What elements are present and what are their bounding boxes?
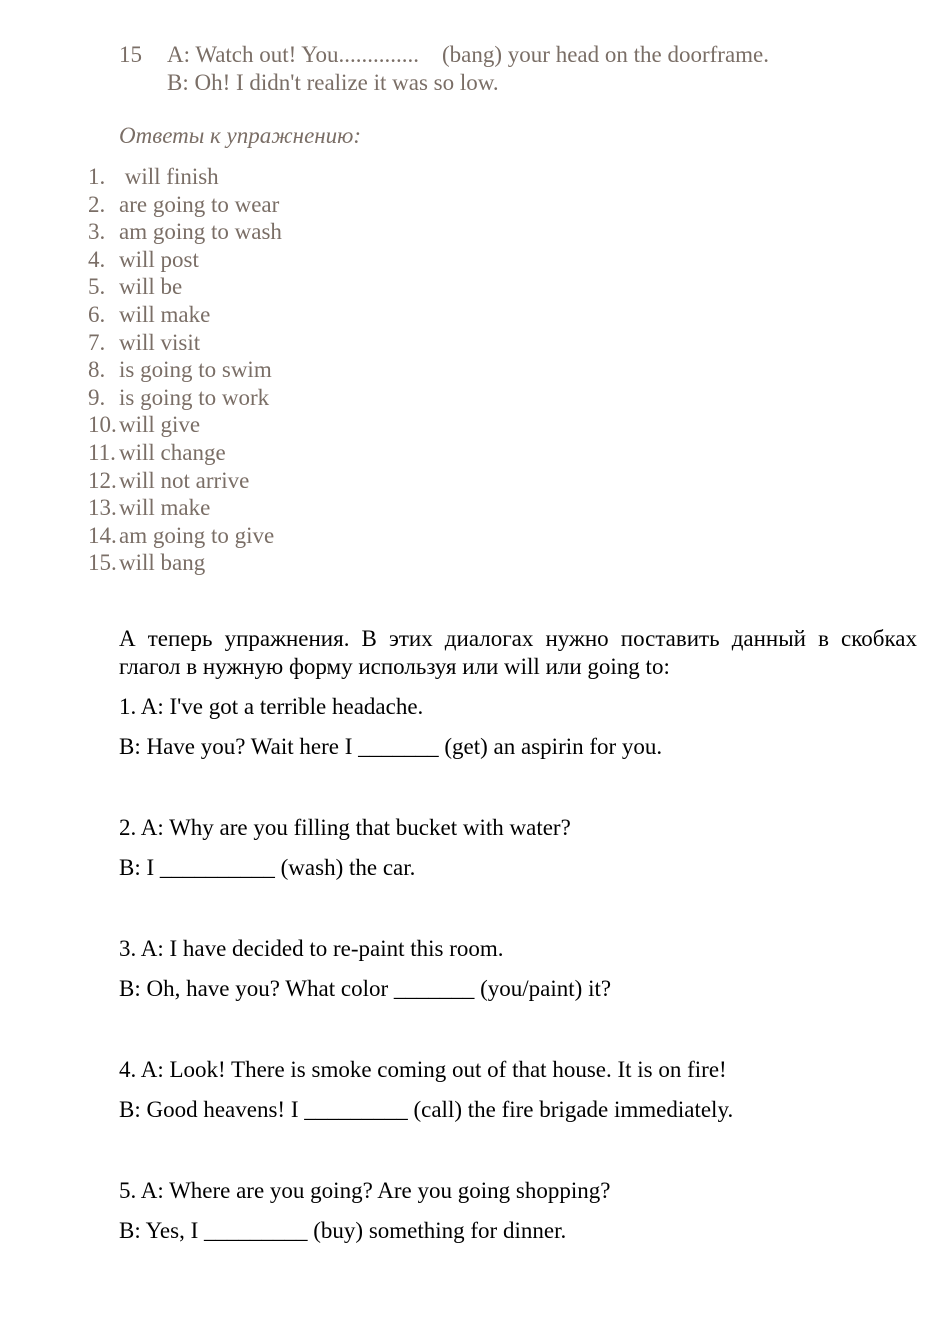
answer-item bbox=[88, 356, 282, 384]
answer-number: 6. bbox=[88, 301, 106, 327]
answer-item bbox=[88, 549, 282, 577]
answer-item bbox=[88, 246, 282, 274]
answer-text: will make bbox=[119, 495, 211, 521]
answer-number: 5. bbox=[88, 274, 106, 300]
dialog-1-line-a: 1. A: I've got a terrible headache. bbox=[119, 694, 424, 719]
answer-number: 9. bbox=[88, 384, 106, 410]
answers-list bbox=[88, 163, 282, 577]
answer-item bbox=[88, 329, 282, 357]
answer-text: is going to swim bbox=[119, 357, 272, 383]
answer-text: am going to give bbox=[119, 522, 275, 548]
dialog-3-line-a: 3. A: I have decided to re-paint this room. bbox=[119, 936, 504, 961]
answer-text: will bang bbox=[119, 550, 206, 576]
answer-item bbox=[88, 218, 282, 246]
answer-text: will make bbox=[119, 301, 211, 327]
dialog-5-line-a: 5. A: Where are you going? Are you going shopping? bbox=[119, 1178, 611, 1203]
answer-item bbox=[88, 273, 282, 301]
dialog-line-a: A: Watch out! You.............. (bang) your head on the doorframe. bbox=[167, 42, 769, 67]
answer-number: 7. bbox=[88, 329, 106, 355]
answers-title: Ответы к упражнению: bbox=[119, 123, 362, 148]
answer-number: 4. bbox=[88, 246, 106, 272]
answer-item bbox=[88, 411, 282, 439]
answer-number: 3. bbox=[88, 219, 106, 245]
answer-text: am going to wash bbox=[119, 219, 282, 245]
previous-exercise-item bbox=[119, 41, 769, 97]
answer-number: 8. bbox=[88, 357, 106, 383]
answer-item bbox=[88, 522, 282, 550]
answer-item bbox=[88, 384, 282, 412]
answer-item bbox=[88, 494, 282, 522]
answer-number: 15. bbox=[88, 550, 117, 576]
item-number: 15 bbox=[119, 42, 142, 67]
dialog-2-line-b: B: I __________ (wash) the car. bbox=[119, 855, 416, 880]
answer-item bbox=[88, 191, 282, 219]
answer-item bbox=[88, 439, 282, 467]
answer-number: 14. bbox=[88, 522, 117, 548]
answer-text: will give bbox=[119, 412, 201, 438]
exercise-intro: А теперь упражнения. В этих диалогах нужно поставить данный в скобках глагол в нужную форму используя или will или going to: bbox=[119, 626, 917, 679]
answer-number: 10. bbox=[88, 412, 117, 438]
dialog-4-line-b: B: Good heavens! I _________ (call) the fire brigade immediately. bbox=[119, 1097, 734, 1122]
answer-text: will post bbox=[119, 246, 199, 272]
dialog-line-b: B: Oh! I didn't realize it was so low. bbox=[167, 70, 499, 95]
answer-text: will finish bbox=[119, 164, 219, 189]
answer-number: 11. bbox=[88, 439, 116, 465]
answer-item bbox=[88, 163, 282, 191]
dialog-3-line-b: B: Oh, have you? What color _______ (you/paint) it? bbox=[119, 976, 612, 1001]
answer-text: will change bbox=[119, 439, 226, 465]
answer-text: will not arrive bbox=[119, 467, 250, 493]
answer-item bbox=[88, 301, 282, 329]
answer-number: 13. bbox=[88, 495, 117, 521]
answer-number: 1. bbox=[88, 164, 106, 189]
answer-item bbox=[88, 467, 282, 495]
dialog-2-line-a: 2. A: Why are you filling that bucket with water? bbox=[119, 815, 571, 840]
answer-text: will visit bbox=[119, 329, 201, 355]
dialog-1-line-b: B: Have you? Wait here I _______ (get) an aspirin for you. bbox=[119, 734, 663, 759]
answer-number: 12. bbox=[88, 467, 117, 493]
answer-text: will be bbox=[119, 274, 183, 300]
answer-text: is going to work bbox=[119, 384, 270, 410]
dialog-4-line-a: 4. A: Look! There is smoke coming out of that house. It is on fire! bbox=[119, 1057, 727, 1082]
dialog-5-line-b: B: Yes, I _________ (buy) something for dinner. bbox=[119, 1218, 567, 1243]
answer-text: are going to wear bbox=[119, 191, 280, 217]
answer-number: 2. bbox=[88, 191, 106, 217]
